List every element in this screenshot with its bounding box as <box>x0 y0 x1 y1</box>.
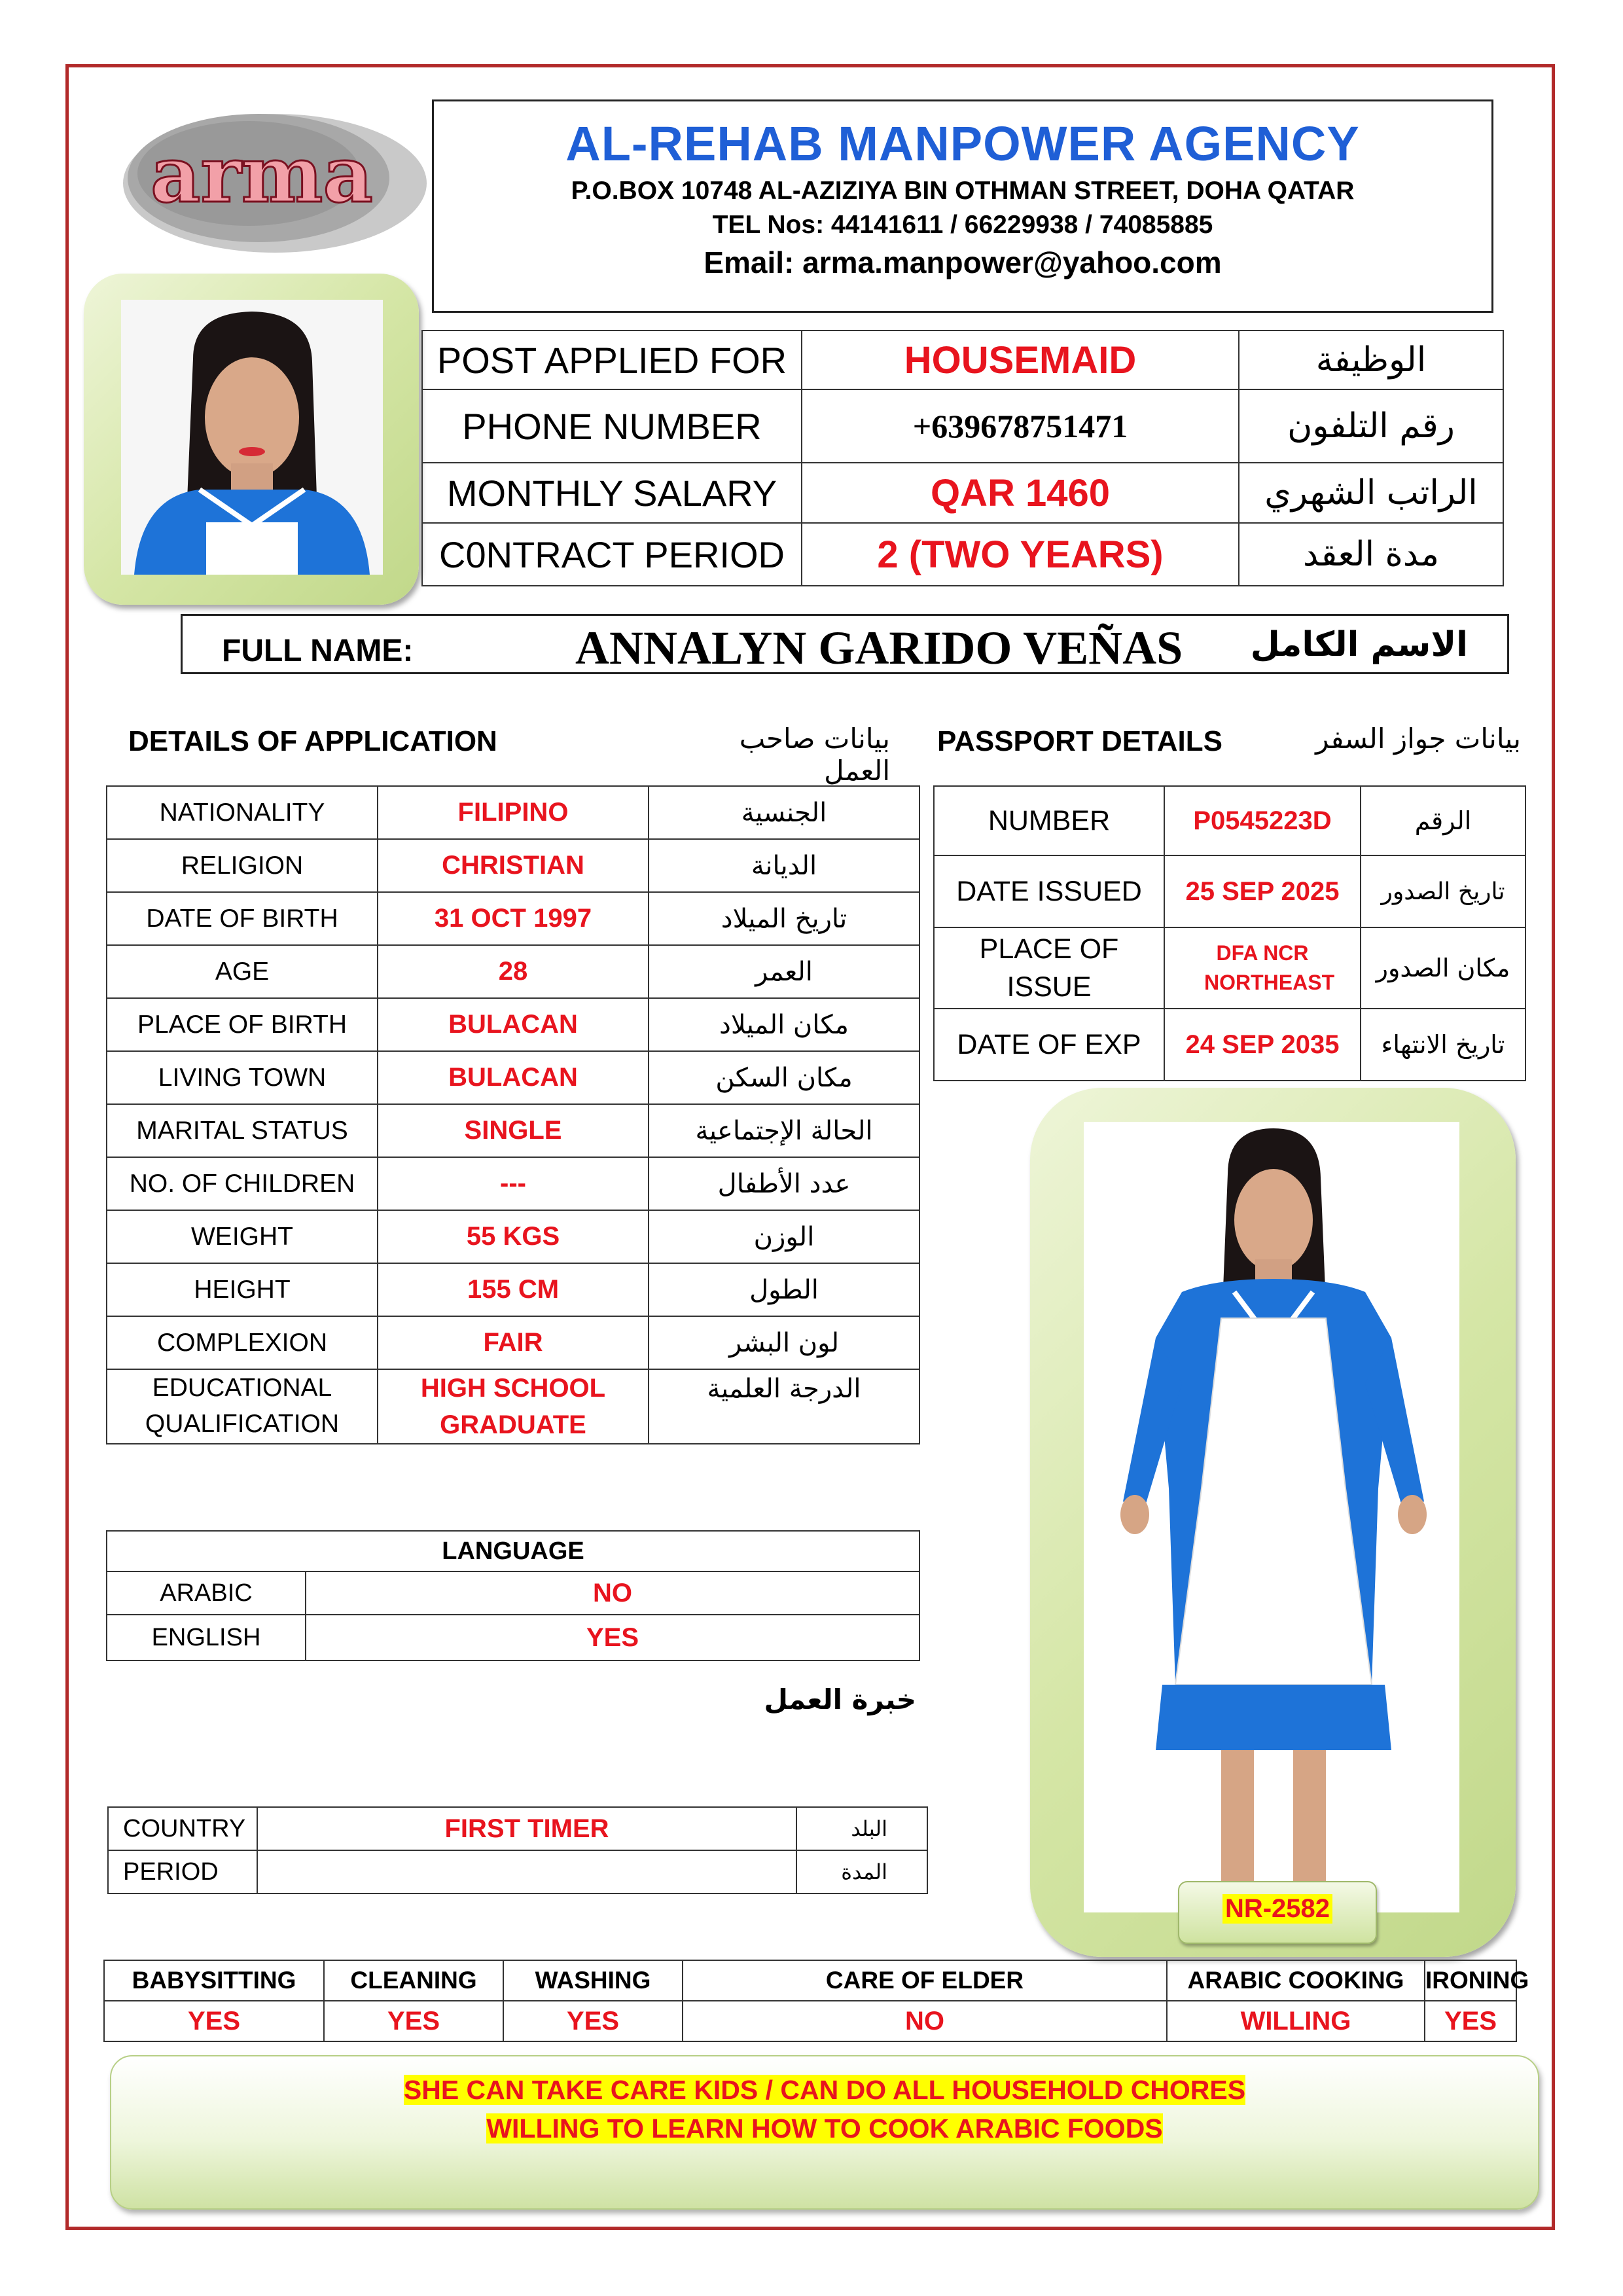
remarks-line-1: SHE CAN TAKE CARE KIDS / CAN DO ALL HOUSEHOLD CHORES <box>403 2075 1246 2105</box>
details-label: PLACE OF BIRTH <box>107 998 378 1051</box>
language-label: ARABIC <box>107 1571 306 1615</box>
details-arabic: الجنسية <box>649 786 919 839</box>
details-arabic: الحالة الإجتماعية <box>649 1104 919 1157</box>
details-row <box>107 1263 919 1316</box>
portrait-photo <box>121 300 383 575</box>
reference-number: NR-2582 <box>1222 1894 1332 1924</box>
language-row <box>107 1615 919 1660</box>
skill-value: YES <box>324 2001 503 2041</box>
language-table <box>106 1530 920 1661</box>
details-label: NATIONALITY <box>107 786 378 839</box>
passport-value: P0545223D <box>1164 786 1361 855</box>
details-value: --- <box>378 1157 649 1210</box>
job-row <box>422 389 1503 463</box>
skill-value: YES <box>1425 2001 1516 2041</box>
full-body-photo <box>1084 1122 1459 1912</box>
details-row <box>107 998 919 1051</box>
skill-value: YES <box>104 2001 324 2041</box>
details-value: 31 OCT 1997 <box>378 892 649 945</box>
agency-logo <box>118 105 432 255</box>
job-arabic: الراتب الشهري <box>1239 463 1503 523</box>
job-arabic: رقم التلفون <box>1239 389 1503 463</box>
details-value: 55 KGS <box>378 1210 649 1263</box>
skills-value-row <box>104 2001 1516 2041</box>
remarks-box <box>110 2055 1539 2210</box>
details-value: 28 <box>378 945 649 998</box>
passport-arabic: مكان الصدور <box>1361 927 1525 1009</box>
passport-arabic: تاريخ الانتهاء <box>1361 1009 1525 1081</box>
passport-title: PASSPORT DETAILS <box>937 725 1222 757</box>
details-row <box>107 1157 919 1210</box>
experience-arabic: البلد <box>796 1807 927 1850</box>
experience-label: COUNTRY <box>108 1807 257 1850</box>
details-value: CHRISTIAN <box>378 839 649 892</box>
skill-value: YES <box>503 2001 683 2041</box>
details-value: SINGLE <box>378 1104 649 1157</box>
details-table <box>106 785 920 1444</box>
job-row <box>422 463 1503 523</box>
details-row <box>107 892 919 945</box>
job-value: QAR 1460 <box>802 463 1239 523</box>
passport-row <box>934 855 1525 927</box>
details-label: LIVING TOWN <box>107 1051 378 1104</box>
details-value: FILIPINO <box>378 786 649 839</box>
details-arabic: مكان السكن <box>649 1051 919 1104</box>
language-row <box>107 1571 919 1615</box>
job-value: +639678751471 <box>802 389 1239 463</box>
passport-label: PLACE OF ISSUE <box>934 927 1164 1009</box>
experience-row <box>108 1850 927 1893</box>
agency-address: P.O.BOX 10748 AL-AZIZIYA BIN OTHMAN STREET, DOHA QATAR <box>571 177 1355 205</box>
details-label: NO. OF CHILDREN <box>107 1157 378 1210</box>
details-row <box>107 839 919 892</box>
passport-row <box>934 927 1525 1009</box>
details-title-arabic: بيانات صاحب العمل <box>739 723 890 787</box>
details-arabic: مكان الميلاد <box>649 998 919 1051</box>
passport-arabic: الرقم <box>1361 786 1525 855</box>
job-row <box>422 523 1503 586</box>
passport-value: 25 SEP 2025 <box>1164 855 1361 927</box>
experience-value <box>257 1850 796 1893</box>
agency-name: AL-REHAB MANPOWER AGENCY <box>565 117 1360 171</box>
details-label: RELIGION <box>107 839 378 892</box>
details-row <box>107 1104 919 1157</box>
language-value: YES <box>306 1615 919 1660</box>
details-arabic: الطول <box>649 1263 919 1316</box>
agency-header <box>432 99 1493 313</box>
details-row <box>107 945 919 998</box>
job-value: HOUSEMAID <box>802 331 1239 389</box>
details-value: HIGH SCHOOL GRADUATE <box>378 1369 649 1444</box>
passport-label: DATE ISSUED <box>934 855 1164 927</box>
details-label: DATE OF BIRTH <box>107 892 378 945</box>
details-arabic: لون البشر <box>649 1316 919 1369</box>
details-title: DETAILS OF APPLICATION <box>128 725 497 757</box>
full-name-value: ANNALYN GARIDO VEÑAS <box>575 622 1183 674</box>
details-row <box>107 1316 919 1369</box>
job-row <box>422 331 1503 389</box>
details-value: 155 CM <box>378 1263 649 1316</box>
experience-title-arabic: خبرة العمل <box>764 1683 916 1715</box>
details-label: HEIGHT <box>107 1263 378 1316</box>
skill-label: BABYSITTING <box>104 1960 324 2001</box>
details-arabic: الوزن <box>649 1210 919 1263</box>
passport-row <box>934 786 1525 855</box>
details-arabic: الدرجة العلمية <box>649 1369 919 1444</box>
job-table <box>421 330 1504 586</box>
agency-email: Email: arma.manpower@yahoo.com <box>704 245 1222 279</box>
experience-table <box>107 1806 928 1894</box>
skills-header-row <box>104 1960 1516 2001</box>
remarks-line-2: WILLING TO LEARN HOW TO COOK ARABIC FOODS <box>486 2113 1163 2144</box>
details-row <box>107 1210 919 1263</box>
full-name-label: FULL NAME: <box>222 634 414 668</box>
details-label: COMPLEXION <box>107 1316 378 1369</box>
experience-label: PERIOD <box>108 1850 257 1893</box>
reference-badge <box>1178 1881 1377 1944</box>
details-arabic: الديانة <box>649 839 919 892</box>
language-label: ENGLISH <box>107 1615 306 1660</box>
details-label: AGE <box>107 945 378 998</box>
details-row <box>107 1051 919 1104</box>
details-value: BULACAN <box>378 1051 649 1104</box>
skill-value: WILLING <box>1167 2001 1425 2041</box>
job-label: C0NTRACT PERIOD <box>422 523 802 586</box>
skill-label: CARE OF ELDER <box>683 1960 1167 2001</box>
passport-table <box>933 785 1526 1081</box>
full-body-photo-frame <box>1030 1088 1516 1957</box>
details-arabic: عدد الأطفال <box>649 1157 919 1210</box>
skill-label: IRONING <box>1425 1960 1516 2001</box>
passport-title-arabic: بيانات جواز السفر <box>1315 723 1521 755</box>
portrait-photo-frame <box>84 274 419 605</box>
language-header-row <box>107 1531 919 1571</box>
job-label: MONTHLY SALARY <box>422 463 802 523</box>
details-value: FAIR <box>378 1316 649 1369</box>
job-label: PHONE NUMBER <box>422 389 802 463</box>
skill-value: NO <box>683 2001 1167 2041</box>
full-name-box <box>181 614 1509 674</box>
details-arabic: تاريخ الميلاد <box>649 892 919 945</box>
skill-label: CLEANING <box>324 1960 503 2001</box>
passport-row <box>934 1009 1525 1081</box>
details-label: WEIGHT <box>107 1210 378 1263</box>
skill-label: WASHING <box>503 1960 683 2001</box>
details-row <box>107 1369 919 1444</box>
experience-arabic: المدة <box>796 1850 927 1893</box>
job-arabic: الوظيفة <box>1239 331 1503 389</box>
agency-tel: TEL Nos: 44141611 / 66229938 / 74085885 <box>712 211 1213 239</box>
passport-label: DATE OF EXP <box>934 1009 1164 1081</box>
skills-table <box>103 1960 1529 2042</box>
passport-label: NUMBER <box>934 786 1164 855</box>
details-label: MARITAL STATUS <box>107 1104 378 1157</box>
skill-label: ARABIC COOKING <box>1167 1960 1425 2001</box>
details-row <box>107 786 919 839</box>
passport-value: 24 SEP 2035 <box>1164 1009 1361 1081</box>
experience-value: FIRST TIMER <box>257 1807 796 1850</box>
passport-arabic: تاريخ الصدور <box>1361 855 1525 927</box>
job-arabic: مدة العقد <box>1239 523 1503 586</box>
experience-row <box>108 1807 927 1850</box>
language-title: LANGUAGE <box>107 1531 919 1571</box>
full-name-arabic: الاسم الكامل <box>1250 625 1468 664</box>
details-arabic: العمر <box>649 945 919 998</box>
logo-text: arma <box>151 129 373 220</box>
details-label: EDUCATIONAL QUALIFICATION <box>107 1369 378 1444</box>
job-value: 2 (TWO YEARS) <box>802 523 1239 586</box>
details-value: BULACAN <box>378 998 649 1051</box>
job-label: POST APPLIED FOR <box>422 331 802 389</box>
language-value: NO <box>306 1571 919 1615</box>
passport-value: DFA NCR NORTHEAST <box>1164 927 1361 1009</box>
